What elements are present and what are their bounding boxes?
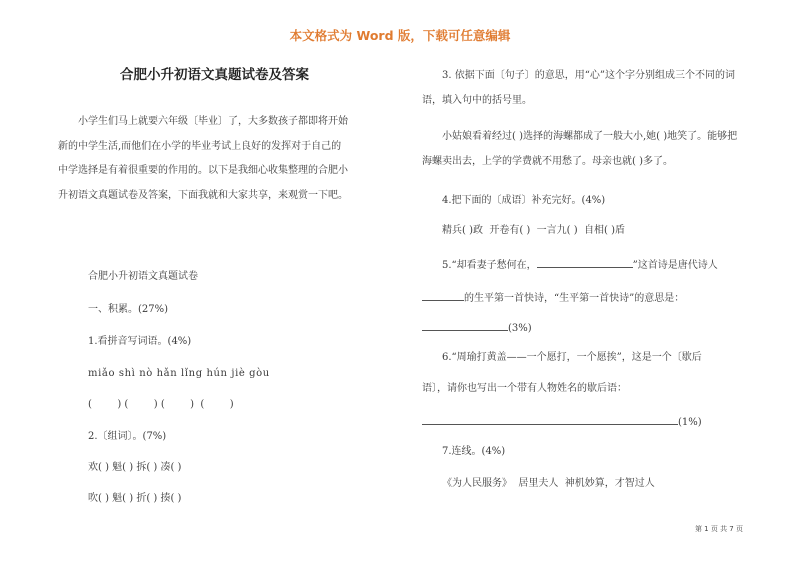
- question-1: 1.看拼音写词语。(4%): [88, 336, 192, 347]
- question-5-part-b: ”这首诗是唐代诗人: [632, 260, 718, 271]
- document-title: 合肥小升初语文真题试卷及答案: [120, 67, 309, 83]
- question-3: 3. 依据下面〔句子〕的意思，用“心”这个字分别组成三个不同的词语，填入句中的括号里。: [422, 70, 735, 106]
- question-5-blank-2[interactable]: [422, 289, 464, 301]
- question-5-blank-3[interactable]: [422, 319, 508, 331]
- question-2-row-1[interactable]: 欢( ) 魁( ) 拆( ) 凑( ): [88, 462, 182, 473]
- question-1-blanks[interactable]: ( ) ( ) ( ) ( ): [88, 399, 234, 410]
- question-4: 4.把下面的〔成语〕补充完好。(4%): [442, 195, 606, 206]
- question-6-line-2: 语〕，请你也写出一个带有人物姓名的歇后语：: [422, 383, 627, 394]
- question-5-score: (3%): [508, 323, 532, 334]
- question-2: 2.〔组词〕。(7%): [88, 431, 167, 442]
- section-title: 合肥小升初语文真题试卷: [88, 271, 198, 282]
- question-6-score: (1%): [678, 417, 702, 428]
- question-7: 7.连线。(4%): [442, 446, 506, 457]
- word-format-banner: 本文格式为 Word 版，下载可任意编辑: [289, 28, 511, 43]
- question-6-blank[interactable]: [422, 413, 678, 425]
- question-5-part-a: 5.“却看妻子愁何在，: [442, 260, 537, 271]
- question-6-line-3: [422, 413, 702, 430]
- question-5-blank-1[interactable]: [537, 256, 633, 268]
- question-5-part-c: 的生平第一首快诗，“生平第一首快诗”的意思是：: [464, 293, 685, 304]
- question-6-line-1: 6.“周瑜打黄盖——一个愿打，一个愿挨”，这是一个〔歇后: [442, 352, 702, 363]
- part-one-heading: 一、积累。(27%): [88, 304, 169, 315]
- question-1-pinyin: miǎo shì nò hǎn lǐng hún jiè gòu: [88, 368, 270, 379]
- question-3-text[interactable]: 小姑娘看着经过( )选择的海螺都成了一般大小,她( )地笑了。能够把海螺卖出去，上学的学费就不用愁了。母亲也就( )多了。: [422, 131, 738, 167]
- question-4-text[interactable]: 精兵( )政 开卷有( ) 一言九( ) 自相( )盾: [442, 225, 625, 236]
- intro-paragraph: 小学生们马上就要六年级〔毕业〕了，大多数孩子都即将开始新的中学生活,而他们在小学的毕业考试上良好的发挥对于自己的中学选择是有着很重要的作用的。以下是我细心收集整理的合肥小升初语文真题试卷及答案，下面我就和大家共享，来观赏一下吧。: [58, 116, 348, 201]
- question-7-text[interactable]: 《为人民服务》 居里夫人 神机妙算，才智过人: [442, 478, 655, 489]
- question-5-line-1: [442, 256, 718, 273]
- question-5-line-3: [422, 319, 532, 336]
- page-number: 第 1 页 共 7 页: [694, 525, 743, 533]
- question-2-row-2[interactable]: 吹( ) 魁( ) 折( ) 揍( ): [88, 493, 182, 504]
- question-5-line-2: [422, 289, 684, 306]
